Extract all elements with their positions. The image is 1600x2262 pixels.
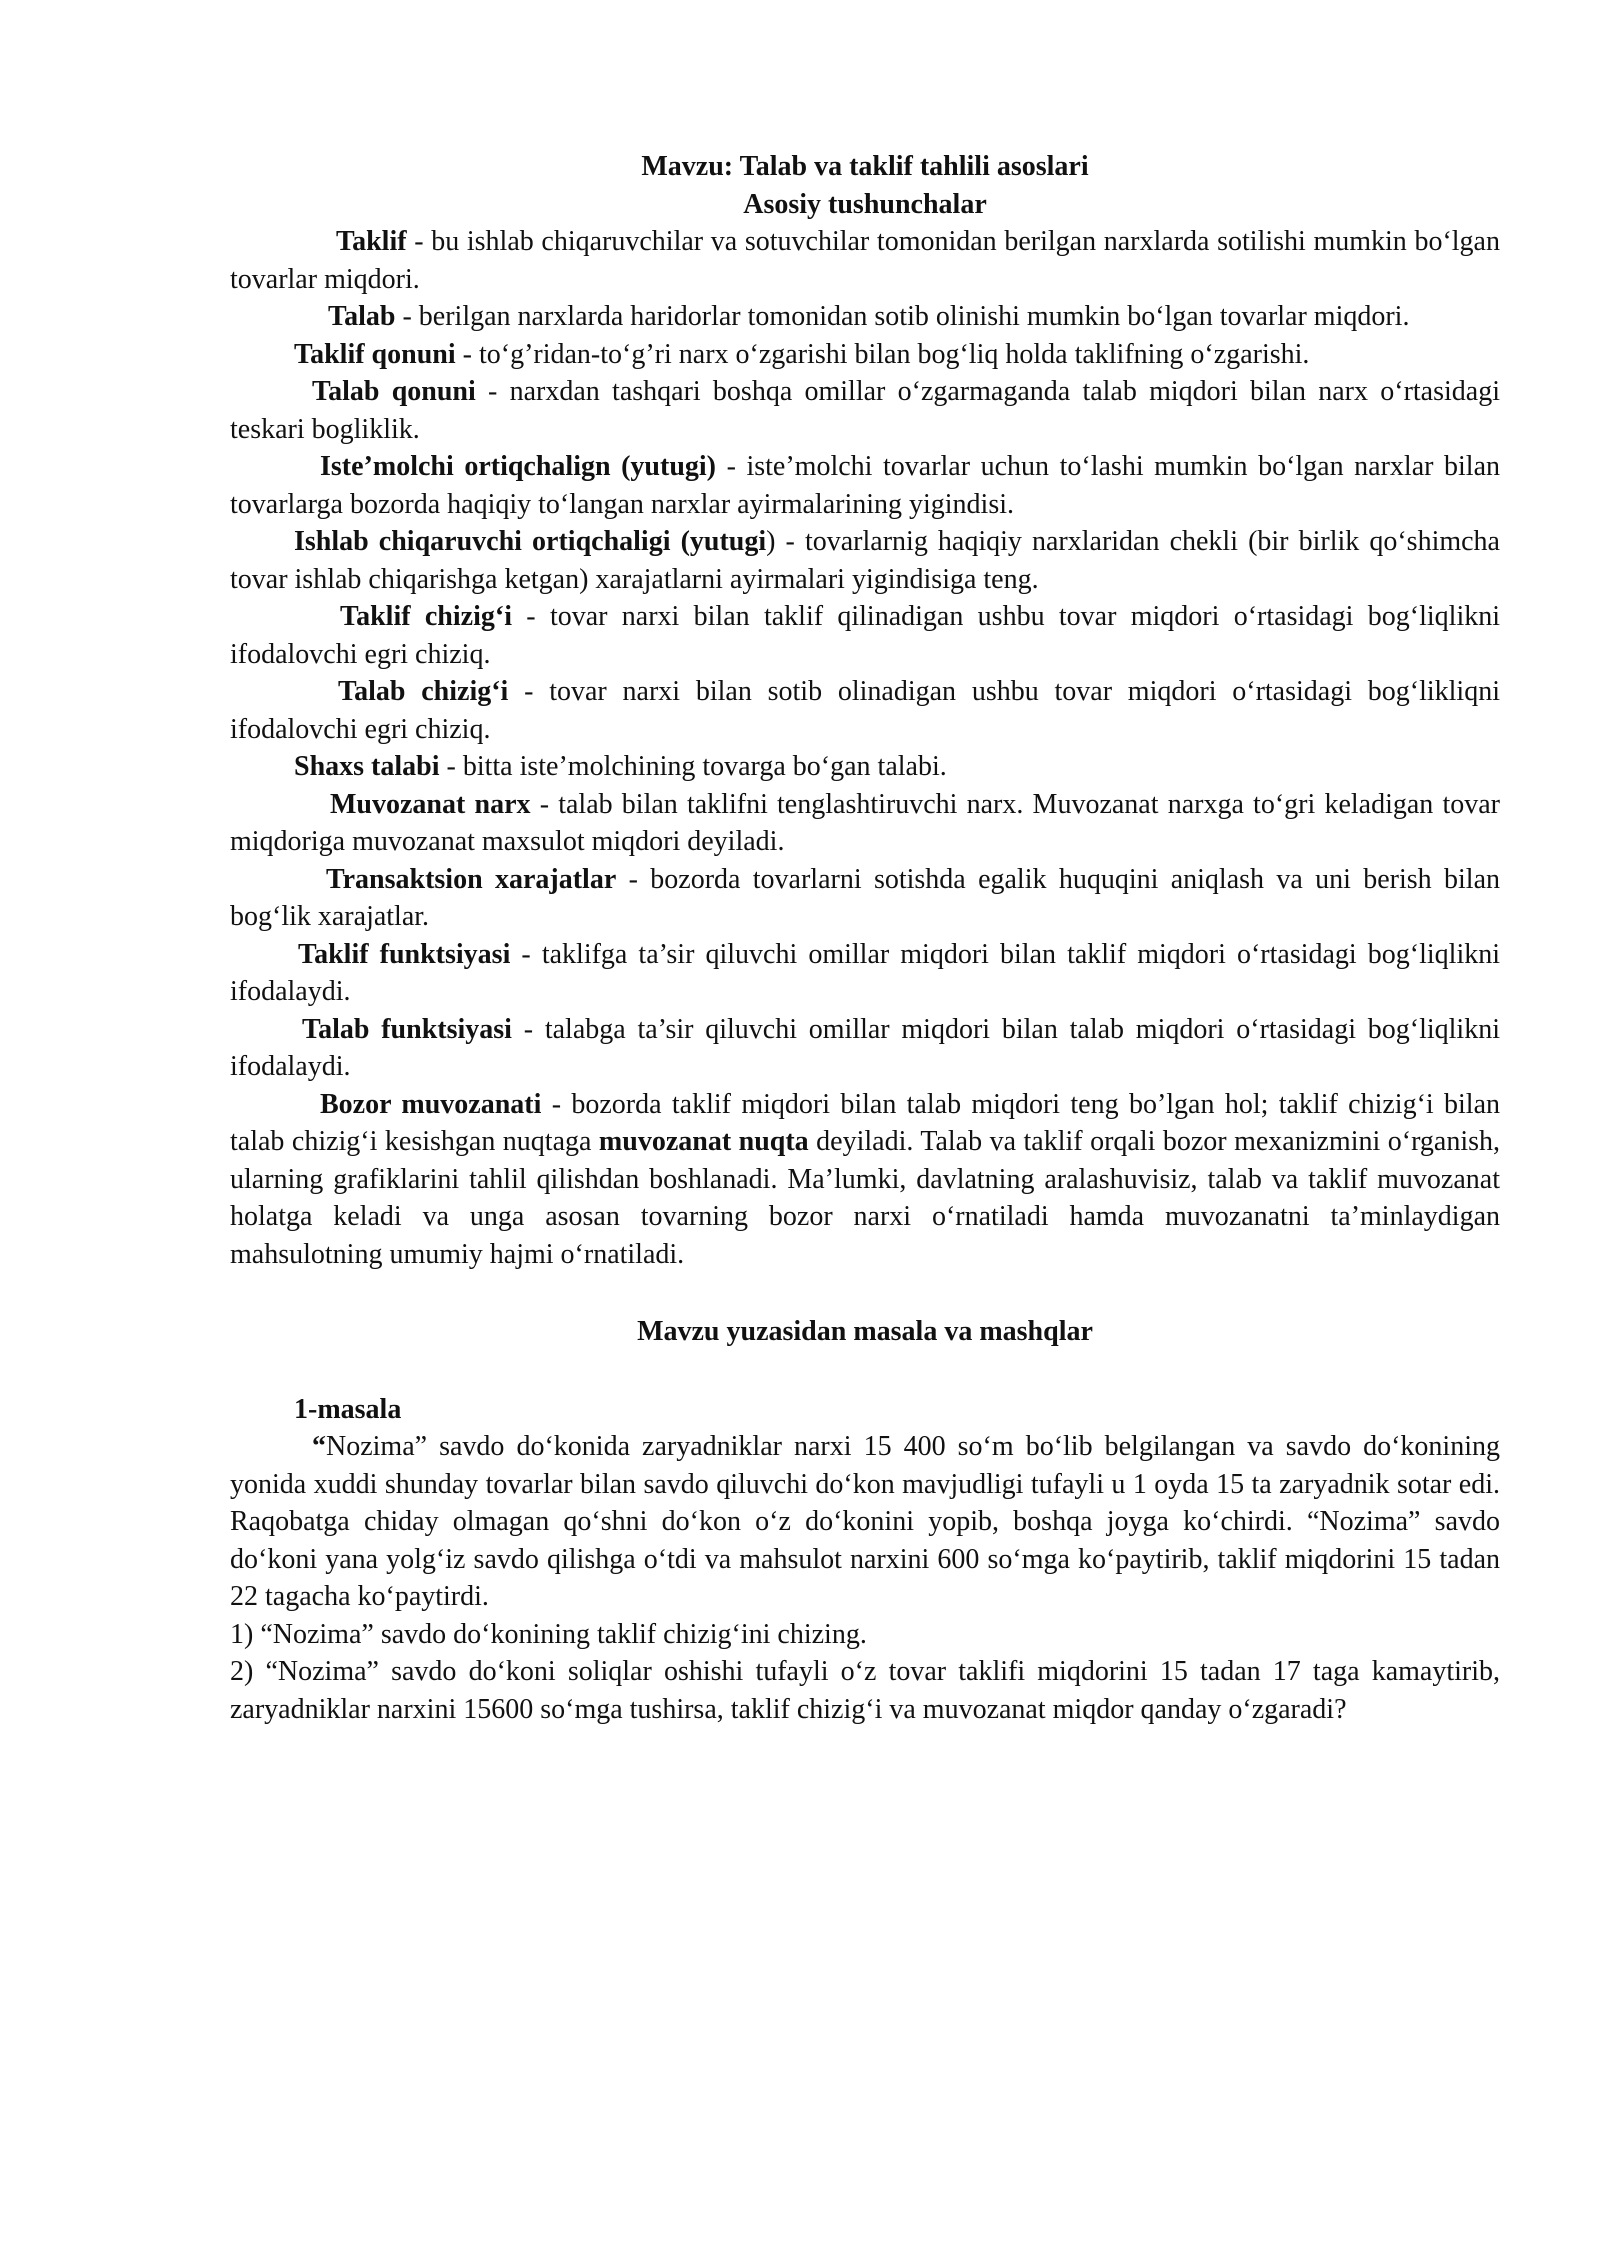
definition-term: Shaxs talabi xyxy=(294,751,440,782)
document-subtitle: Asosiy tushunchalar xyxy=(743,188,987,220)
definition-term: Talab xyxy=(328,301,396,332)
definition-paragraph xyxy=(230,861,1500,936)
open-quote: “ xyxy=(312,1431,326,1462)
definition-term: Talab chizig‘i xyxy=(338,676,509,707)
definition-term: Taklif xyxy=(336,226,407,257)
definition-text: - talabga ta’sir qiluvchi omillar miqdori bilan talab miqdori o‘rtasidagi bog‘liqlikni ifodalaydi. xyxy=(230,1013,1500,1082)
definition-term: Muvozanat narx xyxy=(330,788,531,820)
definition-paragraph xyxy=(230,298,1500,336)
definition-text: - bitta iste’molchining tovarga bo‘gan talabi. xyxy=(439,751,947,782)
definition-paragraph xyxy=(230,786,1500,861)
definition-text: - narxdan tashqari boshqa omillar o‘zgarmaganda talab miqdori bilan narx o‘rtasidagi teskari bogliklik. xyxy=(230,376,1500,445)
problem-question-1: 1) “Nozima” savdo do‘konining taklif chizig‘ini chizing. xyxy=(230,1618,867,1650)
definition-text: - bozorda tovarlarni sotishda egalik huquqini aniqlash va uni berish bilan bog‘lik xarajatlar. xyxy=(230,863,1501,932)
section-title: Mavzu yuzasidan masala va mashqlar xyxy=(637,1316,1093,1347)
definition-text: - bozorda taklif miqdori bilan talab miqdori teng bo’lgan hol; taklif chizig‘i bilan talab chizig‘i kesishgan nuqtaga xyxy=(230,1088,1500,1157)
definition-term: Taklif chizig‘i xyxy=(340,601,512,632)
document-page xyxy=(230,148,1500,1728)
problem-heading: 1-masala xyxy=(294,1393,402,1425)
definition-paragraph xyxy=(230,748,1500,786)
definition-term: Ishlab chiqaruvchi ortiqchaligi (yutugi xyxy=(294,526,767,557)
definition-paragraph xyxy=(230,448,1500,523)
problem-question-2: 2) “Nozima” savdo do‘koni soliqlar oshishi tufayli o‘z tovar taklifi miqdorini 15 tadan 17 taga kamaytirib, zaryadniklar narxini 15600 so‘mga tushirsa, taklif chizig‘i va muvozanat miqdor qanday o‘zgaradi? xyxy=(230,1656,1500,1725)
problem-body xyxy=(230,1428,1500,1616)
definition-text: - taklifga ta’sir qiluvchi omillar miqdori bilan taklif miqdori o‘rtasidagi bog‘liqlikni ifodalaydi. xyxy=(230,938,1500,1007)
problem-text: Nozima” savdo do‘konida zaryadniklar narxi 15 400 so‘m bo‘lib belgilangan va savdo do‘konining yonida xuddi shunday tovarlar bilan savdo qiluvchi do‘kon mavjudligi tufayli u 1 oyda 15 ta zaryadnik sotar edi. Raqobatga chiday olmagan qo‘shni do‘kon o‘z do‘konini yopib, boshqa joyga ko‘chirdi. “Nozima” savdo do‘koni yana yolg‘iz savdo qilishga o‘tdi va mahsulot narxini 600 so‘mga ko‘paytirib, taklif miqdorini 15 tadan 22 tagacha ko‘paytirdi. xyxy=(230,1431,1500,1612)
definition-term: Talab funktsiyasi xyxy=(302,1013,512,1045)
definition-term: Transaktsion xarajatlar xyxy=(326,863,617,895)
definition-text: - to‘g’ridan-to‘g’ri narx o‘zgarishi bilan bog‘liq holda taklifning o‘zgarishi. xyxy=(455,338,1310,370)
equilibrium-paragraph xyxy=(230,1086,1500,1274)
document-title: Mavzu: Talab va taklif tahlili asoslari xyxy=(641,151,1089,182)
definition-term: Taklif qonuni xyxy=(294,338,456,370)
definition-paragraph xyxy=(230,373,1500,448)
definition-text: - talab bilan taklifni tenglashtiruvchi narx. Muvozanat narxga to‘gri keladigan tovar miqdoriga muvozanat maxsulot miqdori deyiladi. xyxy=(230,788,1500,857)
definition-text: - iste’molchi tovarlar uchun to‘lashi mumkin bo‘lgan narxlar bilan tovarlarga bozorda haqiqiy to‘langan narxlar ayirmalarining yigindisi. xyxy=(230,451,1500,520)
definition-paragraph xyxy=(230,598,1500,673)
definition-paragraph xyxy=(230,673,1500,748)
definition-text: - tovar narxi bilan sotib olinadigan ushbu tovar miqdori o‘rtasidagi bog‘likliqni ifodalovchi egri chiziq. xyxy=(230,676,1500,745)
definition-text: - bu ishlab chiqaruvchilar va sotuvchilar tomonidan berilgan narxlarda sotilishi mumkin bo‘lgan tovarlar miqdori. xyxy=(230,226,1500,295)
definition-paragraph xyxy=(230,523,1500,598)
definition-paragraph xyxy=(230,1011,1500,1086)
definition-paragraph xyxy=(230,336,1500,374)
definition-paragraph xyxy=(230,936,1500,1011)
definition-text: - berilgan narxlarda haridorlar tomonidan sotib olinishi mumkin bo‘lgan tovarlar miqdori. xyxy=(395,301,1410,332)
definition-term: Iste’molchi ortiqchalign (yutugi) xyxy=(320,451,717,482)
equilibrium-point-term: muvozanat nuqta xyxy=(598,1126,809,1157)
definition-text: ) - tovarlarnig haqiqiy narxlaridan chekli (bir birlik qo‘shimcha tovar ishlab chiqarishga ketgan) xarajatlarni ayirmalari yigindisiga teng. xyxy=(230,526,1500,595)
definition-term: Talab qonuni xyxy=(312,376,476,407)
definition-text: - tovar narxi bilan taklif qilinadigan ushbu tovar miqdori o‘rtasidagi bog‘liqlikni ifodalovchi egri chiziq. xyxy=(230,601,1501,670)
definition-paragraph xyxy=(230,223,1500,298)
definition-text: deyiladi. Talab va taklif orqali bozor mexanizmini o‘rganish, ularning grafiklarini tahlil qilishdan boshlanadi. Ma’lumki, davlatning aralashuvisiz, talab va taklif muvozanat holatga keladi va unga asosan tovarning bozor narxi o‘rnatiladi hamda muvozanatni ta’minlaydigan mahsulotning umumiy hajmi o‘rnatiladi. xyxy=(230,1126,1500,1270)
definition-term: Bozor muvozanati xyxy=(320,1088,542,1120)
definition-term: Taklif funktsiyasi xyxy=(298,938,511,970)
